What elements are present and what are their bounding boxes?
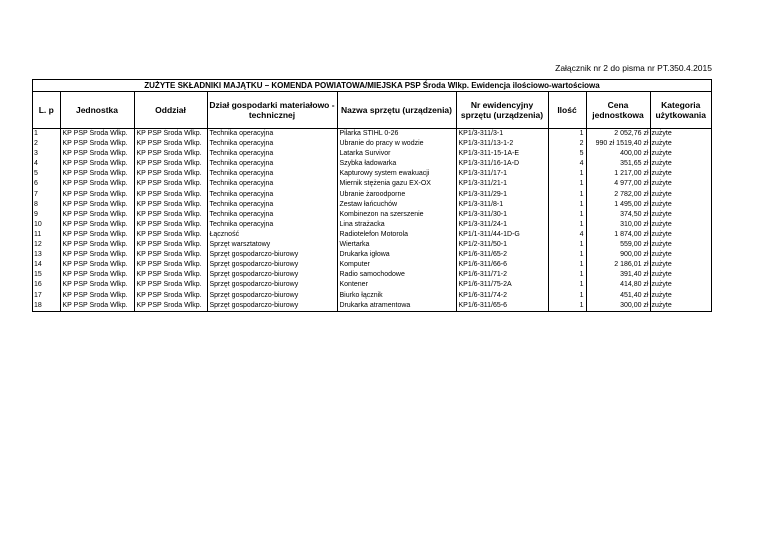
cell-unit: KP PSP Środa Wlkp. xyxy=(60,250,134,260)
cell-lp: 5 xyxy=(34,170,38,178)
cell-dept: Technika operacyjna xyxy=(207,210,337,220)
cell-qty: 1 xyxy=(548,291,586,301)
cell-branch: KP PSP Środa Wlkp. xyxy=(134,159,207,169)
header-category: Kategoria użytkowania xyxy=(650,92,711,129)
cell-category: zużyte xyxy=(650,280,711,290)
cell-category: zużyte xyxy=(650,179,711,189)
cell-lp: 18 xyxy=(34,301,42,309)
cell-price: 2 782,00 zł xyxy=(586,190,650,200)
cell-qty: 5 xyxy=(548,149,586,159)
inventory-sheet xyxy=(32,79,712,312)
cell-record-no: KP1/3-311-15-1A-E xyxy=(456,149,548,159)
cell-record-no: KP1/1-311/44-1D-G xyxy=(456,230,548,240)
table-row xyxy=(33,190,711,200)
cell-category: zużyte xyxy=(650,159,711,169)
cell-unit: KP PSP Środa Wlkp. xyxy=(60,129,134,140)
cell-unit: KP PSP Środa Wlkp. xyxy=(60,190,134,200)
cell-price: 1 874,00 zł xyxy=(586,230,650,240)
cell-branch: KP PSP Środa Wlkp. xyxy=(134,220,207,230)
table-row xyxy=(33,280,711,290)
table-row xyxy=(33,270,711,280)
cell-price: 2 186,01 zł xyxy=(586,260,650,270)
cell-dept: Technika operacyjna xyxy=(207,190,337,200)
cell-price: 400,00 zł xyxy=(586,149,650,159)
cell-dept: Sprzęt gospodarczo-biurowy xyxy=(207,301,337,311)
cell-branch: KP PSP Środa Wlkp. xyxy=(134,169,207,179)
cell-record-no: KP1/3-311/3-1 xyxy=(456,129,548,140)
cell-dept: Sprzęt gospodarczo-biurowy xyxy=(207,250,337,260)
cell-category: zużyte xyxy=(650,240,711,250)
cell-lp: 8 xyxy=(34,200,38,208)
table-row xyxy=(33,159,711,169)
cell-equipment: Latarka Survivor xyxy=(337,149,456,159)
cell-equipment: Zestaw łańcuchów xyxy=(337,200,456,210)
cell-price: 900,00 zł xyxy=(586,250,650,260)
cell-branch: KP PSP Środa Wlkp. xyxy=(134,250,207,260)
cell-branch: KP PSP Środa Wlkp. xyxy=(134,260,207,270)
cell-lp: 13 xyxy=(34,251,42,259)
cell-qty: 1 xyxy=(548,220,586,230)
cell-unit: KP PSP Środa Wlkp. xyxy=(60,301,134,311)
cell-qty: 1 xyxy=(548,190,586,200)
cell-price: 1 495,00 zł xyxy=(586,200,650,210)
cell-category: zużyte xyxy=(650,200,711,210)
cell-price: 1 217,00 zł xyxy=(586,169,650,179)
cell-equipment: Komputer xyxy=(337,260,456,270)
table-row xyxy=(33,301,711,311)
table-row xyxy=(33,210,711,220)
cell-dept: Technika operacyjna xyxy=(207,129,337,140)
cell-branch: KP PSP Środa Wlkp. xyxy=(134,210,207,220)
cell-dept: Sprzęt gospodarczo-biurowy xyxy=(207,260,337,270)
cell-category: zużyte xyxy=(650,250,711,260)
cell-record-no: KP1/3-311/21-1 xyxy=(456,179,548,189)
cell-dept: Sprzęt warsztatowy xyxy=(207,240,337,250)
cell-branch: KP PSP Środa Wlkp. xyxy=(134,230,207,240)
cell-lp: 6 xyxy=(34,180,38,188)
cell-category: zużyte xyxy=(650,291,711,301)
cell-equipment: Radio samochodowe xyxy=(337,270,456,280)
cell-record-no: KP1/2-311/50-1 xyxy=(456,240,548,250)
cell-lp: 17 xyxy=(34,291,42,299)
cell-dept: Technika operacyjna xyxy=(207,169,337,179)
attachment-note: Załącznik nr 2 do pisma nr PT.350.4.2015 xyxy=(555,63,712,73)
cell-equipment: Radiotelefon Motorola xyxy=(337,230,456,240)
cell-price: 4 977,00 zł xyxy=(586,179,650,189)
cell-qty: 4 xyxy=(548,230,586,240)
cell-price: 300,00 zł xyxy=(586,301,650,311)
cell-category: zużyte xyxy=(650,220,711,230)
cell-qty: 1 xyxy=(548,179,586,189)
cell-lp: 9 xyxy=(34,210,38,218)
cell-equipment: Miernik stężenia gazu EX-OX xyxy=(337,179,456,189)
header-equipment: Nazwa sprzętu (urządzenia) xyxy=(337,92,456,129)
cell-equipment: Drukarka atramentowa xyxy=(337,301,456,311)
cell-qty: 1 xyxy=(548,200,586,210)
cell-lp: 10 xyxy=(34,220,42,228)
cell-unit: KP PSP Środa Wlkp. xyxy=(60,260,134,270)
cell-dept: Sprzęt gospodarczo-biurowy xyxy=(207,280,337,290)
cell-category: zużyte xyxy=(650,190,711,200)
cell-equipment: Drukarka igłowa xyxy=(337,250,456,260)
cell-dept: Sprzęt gospodarczo-biurowy xyxy=(207,270,337,280)
cell-branch: KP PSP Środa Wlkp. xyxy=(134,291,207,301)
table-row xyxy=(33,169,711,179)
cell-lp: 11 xyxy=(34,230,42,238)
header-branch: Oddział xyxy=(134,92,207,129)
cell-dept: Technika operacyjna xyxy=(207,200,337,210)
cell-dept: Łączność xyxy=(207,230,337,240)
cell-equipment: Kontener xyxy=(337,280,456,290)
cell-qty: 1 xyxy=(548,301,586,311)
cell-price: 391,40 zł xyxy=(586,270,650,280)
table-row xyxy=(33,149,711,159)
cell-dept: Technika operacyjna xyxy=(207,179,337,189)
cell-record-no: KP1/6-311/66-6 xyxy=(456,260,548,270)
cell-lp: 7 xyxy=(34,190,38,198)
cell-equipment: Ubranie do pracy w wodzie xyxy=(337,139,456,149)
cell-unit: KP PSP Środa Wlkp. xyxy=(60,139,134,149)
cell-price: 559,00 zł xyxy=(586,240,650,250)
cell-lp: 16 xyxy=(34,281,42,289)
table-row xyxy=(33,230,711,240)
cell-qty: 4 xyxy=(548,159,586,169)
cell-branch: KP PSP Środa Wlkp. xyxy=(134,139,207,149)
cell-price: 414,80 zł xyxy=(586,280,650,290)
table-row xyxy=(33,220,711,230)
cell-dept: Technika operacyjna xyxy=(207,149,337,159)
cell-branch: KP PSP Środa Wlkp. xyxy=(134,149,207,159)
cell-qty: 1 xyxy=(548,169,586,179)
cell-branch: KP PSP Środa Wlkp. xyxy=(134,200,207,210)
cell-lp: 15 xyxy=(34,271,42,279)
cell-category: zużyte xyxy=(650,301,711,311)
header-qty: Ilość xyxy=(548,92,586,129)
cell-lp: 14 xyxy=(34,261,42,269)
cell-qty: 2 xyxy=(548,139,586,149)
cell-qty: 1 xyxy=(548,129,586,140)
table-row xyxy=(33,250,711,260)
header-lp: L. p xyxy=(33,92,60,129)
cell-unit: KP PSP Środa Wlkp. xyxy=(60,270,134,280)
cell-price: 351,65 zł xyxy=(586,159,650,169)
cell-branch: KP PSP Środa Wlkp. xyxy=(134,190,207,200)
cell-record-no: KP1/6-311/75-2A xyxy=(456,280,548,290)
cell-record-no: KP1/3-311/17-1 xyxy=(456,169,548,179)
cell-record-no: KP1/6-311/74-2 xyxy=(456,291,548,301)
table-row xyxy=(33,240,711,250)
cell-unit: KP PSP Środa Wlkp. xyxy=(60,291,134,301)
cell-lp: 2 xyxy=(34,140,38,148)
cell-unit: KP PSP Środa Wlkp. xyxy=(60,179,134,189)
cell-branch: KP PSP Środa Wlkp. xyxy=(134,179,207,189)
header-dept: Dział gospodarki materiałowo - technicznej xyxy=(207,92,337,129)
header-row xyxy=(33,92,711,129)
cell-unit: KP PSP Środa Wlkp. xyxy=(60,159,134,169)
cell-branch: KP PSP Środa Wlkp. xyxy=(134,280,207,290)
cell-unit: KP PSP Środa Wlkp. xyxy=(60,200,134,210)
table-row xyxy=(33,129,711,140)
cell-price: 451,40 zł xyxy=(586,291,650,301)
cell-price: 2 052,76 zł xyxy=(586,129,650,140)
cell-equipment: Pilarka STIHL 0-26 xyxy=(337,129,456,140)
cell-record-no: KP1/6-311/65-6 xyxy=(456,301,548,311)
table-row xyxy=(33,179,711,189)
cell-equipment: Wiertarka xyxy=(337,240,456,250)
cell-equipment: Lina strażacka xyxy=(337,220,456,230)
cell-branch: KP PSP Środa Wlkp. xyxy=(134,301,207,311)
cell-lp: 3 xyxy=(34,150,38,158)
cell-qty: 1 xyxy=(548,240,586,250)
cell-lp: 12 xyxy=(34,241,42,249)
cell-equipment: Kapturowy system ewakuacji xyxy=(337,169,456,179)
cell-branch: KP PSP Środa Wlkp. xyxy=(134,240,207,250)
cell-category: zużyte xyxy=(650,260,711,270)
cell-qty: 1 xyxy=(548,250,586,260)
cell-qty: 1 xyxy=(548,270,586,280)
cell-record-no: KP1/3-311/24-1 xyxy=(456,220,548,230)
table-body xyxy=(33,129,711,311)
cell-dept: Technika operacyjna xyxy=(207,139,337,149)
cell-record-no: KP1/3-311/13-1-2 xyxy=(456,139,548,149)
cell-qty: 1 xyxy=(548,210,586,220)
cell-category: zużyte xyxy=(650,169,711,179)
cell-category: zużyte xyxy=(650,210,711,220)
cell-unit: KP PSP Środa Wlkp. xyxy=(60,240,134,250)
cell-unit: KP PSP Środa Wlkp. xyxy=(60,280,134,290)
cell-price: 374,50 zł xyxy=(586,210,650,220)
cell-equipment: Szybka ładowarka xyxy=(337,159,456,169)
cell-unit: KP PSP Środa Wlkp. xyxy=(60,210,134,220)
table-row xyxy=(33,139,711,149)
cell-record-no: KP1/6-311/65-2 xyxy=(456,250,548,260)
cell-unit: KP PSP Środa Wlkp. xyxy=(60,149,134,159)
cell-equipment: Biurko łącznik xyxy=(337,291,456,301)
cell-record-no: KP1/3-311/16-1A-D xyxy=(456,159,548,169)
cell-category: zużyte xyxy=(650,149,711,159)
cell-lp: 4 xyxy=(34,160,38,168)
cell-price: 990 zł 1519,40 zł xyxy=(586,139,650,149)
cell-category: zużyte xyxy=(650,270,711,280)
cell-dept: Technika operacyjna xyxy=(207,220,337,230)
cell-record-no: KP1/3-311/29-1 xyxy=(456,190,548,200)
cell-record-no: KP1/6-311/71-2 xyxy=(456,270,548,280)
cell-record-no: KP1/3-311/30-1 xyxy=(456,210,548,220)
sheet-title: ZUŻYTE SKŁADNIKI MAJĄTKU – KOMENDA POWIATOWA/MIEJSKA PSP Środa Wlkp. Ewidencja ilościowo-wartościowa xyxy=(144,81,600,90)
cell-branch: KP PSP Środa Wlkp. xyxy=(134,129,207,140)
cell-unit: KP PSP Środa Wlkp. xyxy=(60,169,134,179)
cell-dept: Sprzęt gospodarczo-biurowy xyxy=(207,291,337,301)
inventory-table xyxy=(33,91,711,311)
cell-lp: 1 xyxy=(34,130,38,137)
cell-unit: KP PSP Środa Wlkp. xyxy=(60,230,134,240)
table-row xyxy=(33,291,711,301)
header-record-no: Nr ewidencyjny sprzętu (urządzenia) xyxy=(456,92,548,129)
cell-category: zużyte xyxy=(650,230,711,240)
header-unit: Jednostka xyxy=(60,92,134,129)
cell-qty: 1 xyxy=(548,280,586,290)
cell-price: 310,00 zł xyxy=(586,220,650,230)
cell-branch: KP PSP Środa Wlkp. xyxy=(134,270,207,280)
cell-qty: 1 xyxy=(548,260,586,270)
table-row xyxy=(33,260,711,270)
cell-category: zużyte xyxy=(650,139,711,149)
table-row xyxy=(33,200,711,210)
cell-record-no: KP1/3-311/8-1 xyxy=(456,200,548,210)
cell-category: zużyte xyxy=(650,129,711,140)
header-price: Cena jednostkowa xyxy=(586,92,650,129)
cell-equipment: Kombinezon na szerszenie xyxy=(337,210,456,220)
cell-unit: KP PSP Środa Wlkp. xyxy=(60,220,134,230)
cell-dept: Technika operacyjna xyxy=(207,159,337,169)
cell-equipment: Ubranie żaroodporne xyxy=(337,190,456,200)
